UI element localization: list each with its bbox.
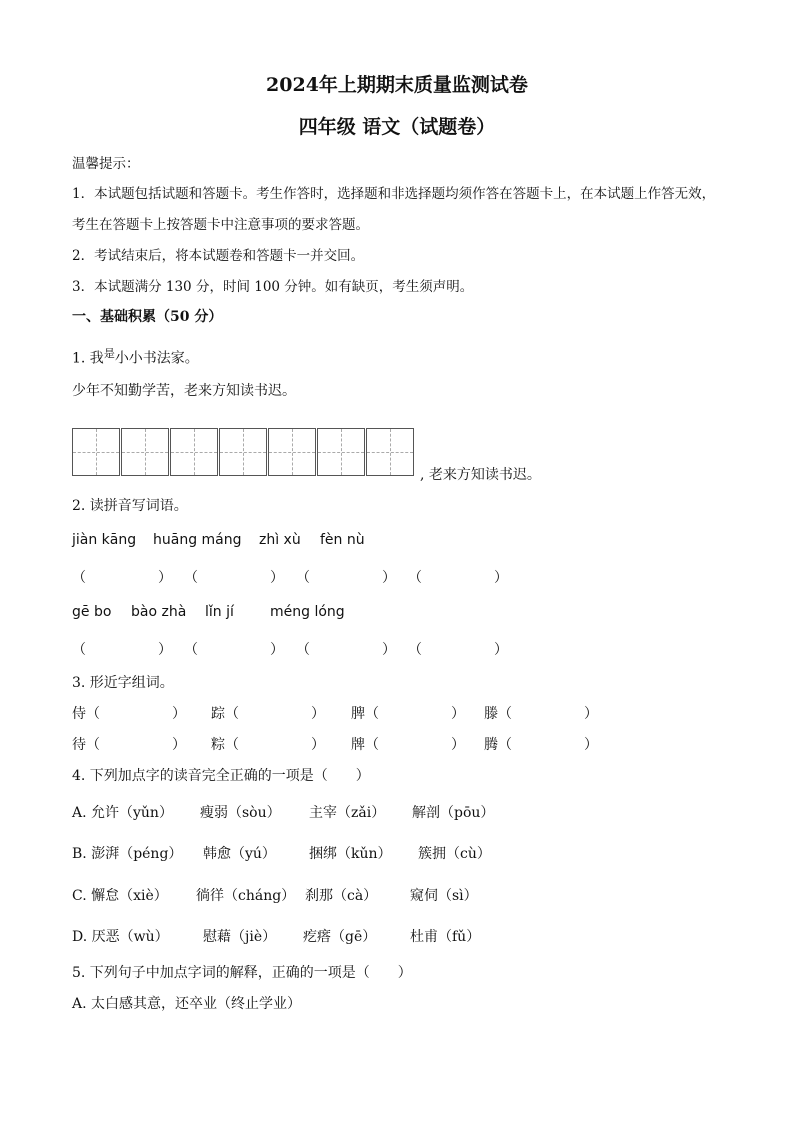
question-2-label: 2. 读拼音写词语。 [72,498,188,514]
writing-cell[interactable] [219,428,267,476]
pinyin-row-2-item-4: méng lóng [270,604,345,620]
option-c-word-4: 窥伺（sì） [410,888,478,904]
option-b-word-4: 簇拥（cù） [418,846,491,862]
option-b[interactable]: B. 澎湃（péng） [72,846,183,862]
answer-blank-close: ） [382,642,396,658]
notice-item-2: 2．考试结束后，将本试题卷和答题卡一并交回。 [72,248,365,264]
answer-blank-close: ） [172,706,186,722]
char-row-1-item-4: 滕（ [484,706,512,722]
notice-item-1-line-1: 1．本试题包括试题和答题卡。考生作答时，选择题和非选择题均须作答在答题卡上，在本试题上作答无效， [72,186,716,202]
answer-blank-close: ） [311,737,325,753]
question-1-tail: , 老来方知读书迟。 [420,467,541,483]
notice-item-1-line-2: 考生在答题卡上按答题卡中注意事项的要求答题。 [72,217,369,233]
answer-blank-open: （ [408,642,422,658]
answer-blank-open: （ [408,570,422,586]
answer-blank-open: （ [184,570,198,586]
writing-cell[interactable] [366,428,414,476]
writing-cell[interactable] [268,428,316,476]
option-b-word-3: 捆绑（kǔn） [309,846,392,862]
pinyin-row-1-item-2: huāng máng [153,532,242,548]
option-c-word-3: 刹那（cà） [305,888,378,904]
question-4-label: 4. 下列加点字的读音完全正确的一项是（ ） [72,768,370,784]
answer-blank-close: ） [382,570,396,586]
option-a[interactable]: A. 允许（yǔn） [72,805,173,821]
notice-heading: 温馨提示： [72,156,140,172]
section-1-heading: 一、基础积累（50 分） [72,309,223,325]
writing-cell[interactable] [121,428,169,476]
exam-title: 2024年上期期末质量监测试卷 [266,74,528,96]
pinyin-row-2-item-1: gē bo [72,604,112,620]
question-1-sentence: 少年不知勤学苦，老来方知读书迟。 [72,383,296,399]
writing-grid [72,428,415,476]
option-d[interactable]: D. 厌恶（wù） [72,929,169,945]
notice-item-3: 3．本试题满分 130 分，时间 100 分钟。如有缺页，考生须声明。 [72,279,474,295]
writing-cell[interactable] [317,428,365,476]
char-row-1-item-2: 踪（ [211,706,239,722]
answer-blank-close: ） [158,642,172,658]
char-row-2-item-4: 腾（ [484,737,512,753]
pinyin-row-1-item-3: zhì xù [259,532,301,548]
answer-blank-open: （ [72,570,86,586]
question-3-label: 3. 形近字组词。 [72,675,174,691]
answer-blank-close: ） [494,570,508,586]
char-row-2-item-2: 粽（ [211,737,239,753]
answer-blank-close: ） [311,706,325,722]
pinyin-row-1-item-1: jiàn kāng [72,532,137,548]
answer-blank-close: ） [494,642,508,658]
question-1-superscript: 是 [103,347,115,360]
question-1-label [72,345,199,368]
answer-blank-open: （ [72,642,86,658]
char-row-1-item-3: 脾（ [351,706,379,722]
answer-blank-open: （ [296,642,310,658]
option-a-word-3: 主宰（zǎi） [309,805,386,821]
writing-cell[interactable] [170,428,218,476]
answer-blank-close: ） [451,706,465,722]
option-d-word-4: 杜甫（fǔ） [410,929,481,945]
option-d-word-2: 慰藉（jiè） [203,929,277,945]
exam-subtitle: 四年级 语文（试题卷） [298,116,496,138]
option-c[interactable]: C. 懈怠（xiè） [72,888,168,904]
answer-blank-close: ） [584,706,598,722]
answer-blank-close: ） [451,737,465,753]
question-1-number: 1. 我 [72,350,104,367]
option-a-word-2: 瘦弱（sòu） [200,805,281,821]
writing-cell[interactable] [72,428,120,476]
pinyin-row-1-item-4: fèn nù [320,532,365,548]
answer-blank-close: ） [158,570,172,586]
question-5-option-a[interactable]: A. 太白感其意，还卒业（终止学业） [72,996,302,1012]
option-b-word-2: 韩愈（yú） [203,846,276,862]
pinyin-row-2-item-2: bào zhà [131,604,187,620]
answer-blank-close: ） [270,642,284,658]
option-a-word-4: 解剖（pōu） [412,805,495,821]
answer-blank-open: （ [184,642,198,658]
question-5-label: 5. 下列句子中加点字词的解释，正确的一项是（ ） [72,965,412,981]
question-1-text: 小小书法家。 [114,350,199,367]
answer-blank-close: ） [584,737,598,753]
char-row-1-item-1: 侍（ [72,706,100,722]
char-row-2-item-1: 待（ [72,737,100,753]
pinyin-row-2-item-3: lǐn jí [205,604,234,620]
answer-blank-open: （ [296,570,310,586]
option-c-word-2: 徜徉（cháng） [196,888,296,904]
answer-blank-close: ） [270,570,284,586]
char-row-2-item-3: 牌（ [351,737,379,753]
answer-blank-close: ） [172,737,186,753]
option-d-word-3: 疙瘩（gē） [303,929,377,945]
